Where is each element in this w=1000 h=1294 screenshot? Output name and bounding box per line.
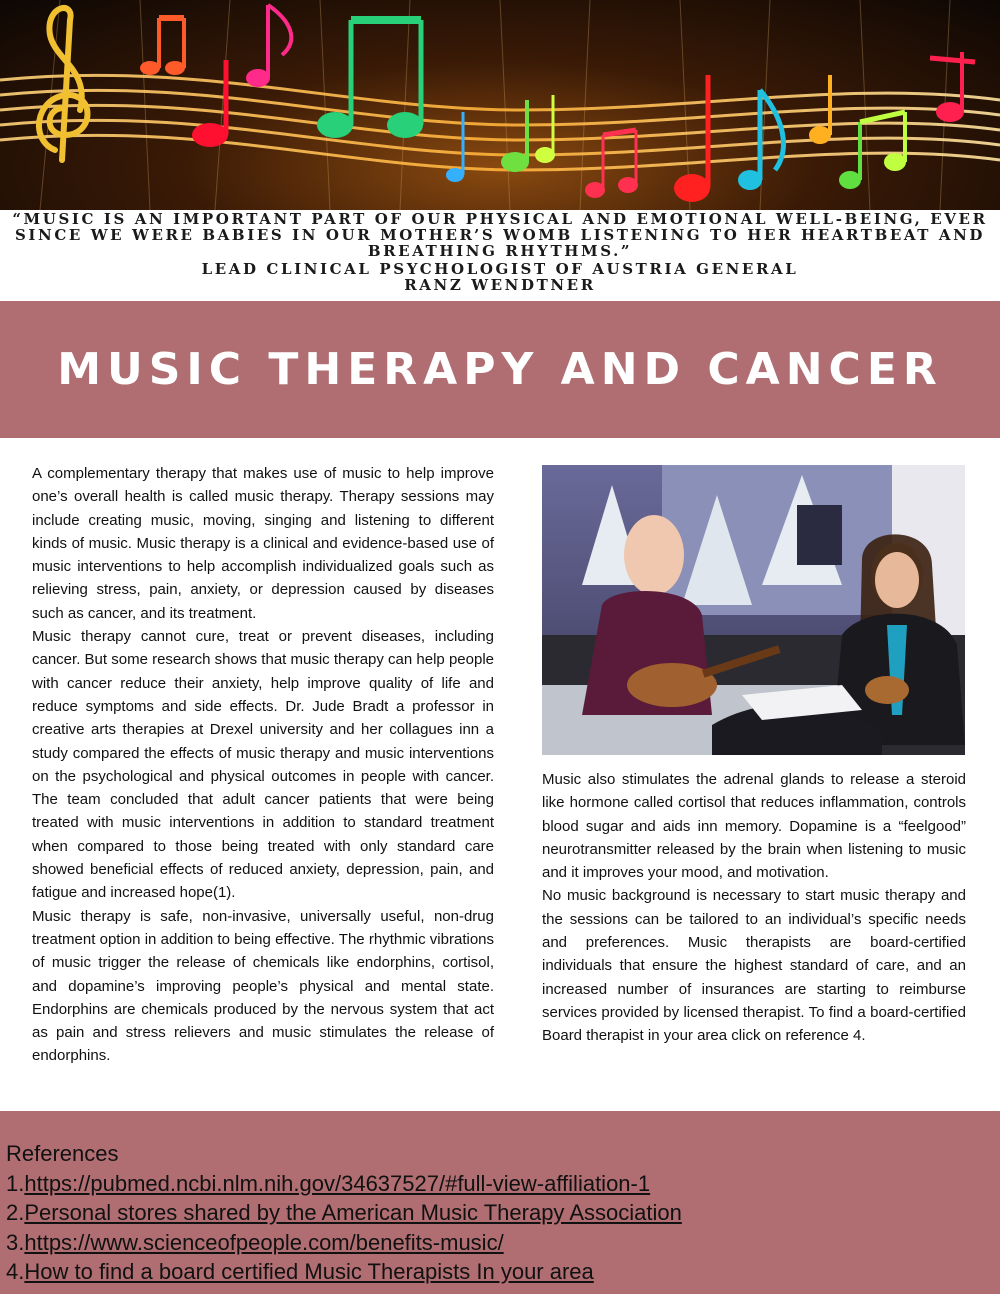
reference-link[interactable]: How to find a board certified Music Therapists In your area (24, 1259, 594, 1284)
reference-item (6, 1198, 1000, 1228)
paragraph: Music also stimulates the adrenal glands to release a steroid like hormone called cortisol that reduces inflammation, controls blood sugar and aids inn memory. Dopamine is a “feelgood” neurotransmitter released by the brain when listening to music and it improves your mood, and motivation. (542, 771, 966, 882)
quote-attribution-role: LEAD CLINICAL PSYCHOLOGIST OF AUSTRIA GENERAL (201, 260, 799, 278)
right-column (542, 768, 966, 1048)
paragraph: A complementary therapy that makes use of music to help improve one’s overall health is called music therapy. Therapy sessions may include creating music, moving, singing and listening to different kinds of music. Music therapy is a clinical and evidence-based use of music interventions to help accomplish individualized goals such as relieving stress, pain, anxiety, or depression caused by diseases such as cancer, and its treatment. (32, 465, 494, 622)
reference-item (6, 1228, 1000, 1258)
quote-block (10, 211, 990, 293)
left-column (32, 462, 494, 1068)
reference-item (6, 1169, 1000, 1199)
reference-link[interactable]: https://pubmed.ncbi.nlm.nih.gov/34637527/#full-view-affiliation-1 (24, 1170, 651, 1196)
references-section (0, 1111, 1000, 1294)
reference-link[interactable]: https://www.scienceofpeople.com/benefits-music/ (24, 1229, 504, 1255)
quote-attribution-name: RANZ WENDTNER (404, 276, 596, 294)
reference-number: 4. (6, 1259, 25, 1284)
photo-icon (542, 465, 965, 755)
title-band (0, 301, 1000, 438)
page-title: MUSIC THERAPY AND CANCER (57, 344, 943, 395)
paragraph: Music therapy cannot cure, treat or prevent diseases, including cancer. But some research shows that music therapy can help people with cancer reduce their anxiety, help improve quality of life and reduce symptoms and side effects. Dr. Jude Bradt a professor in creative arts therapies at Drexel university and her collagues inn a study compared the effects of music therapy and music interventions on the psychological and physical outcomes in people with cancer. The team concluded that adult cancer patients that were being treated with music interventions in addition to standard treatment when compared to those being treated with only standard care showed beneficial effects of reduced anxiety, depression, pain, and fatigue and increased hope(1). (32, 628, 494, 902)
paragraph: Music therapy is safe, non-invasive, universally useful, non-drug treatment option in addition to being effective. The rhythmic vibrations of music trigger the release of chemicals like endorphins, cortisol, and dopamine’s improving people’s physical and mental state. Endorphins are chemicals produced by the nervous system that act as pain and stress relievers and music stimulates the release of endorphins. (32, 907, 494, 1065)
music-notes-icon (0, 0, 1000, 210)
reference-number: 2. (6, 1200, 25, 1225)
quote-text: “MUSIC IS AN IMPORTANT PART OF OUR PHYSICAL AND EMOTIONAL WELL-BEING, EVER SINCE WE WERE BABIES IN OUR MOTHER’S WOMB LISTENING TO HER HEARTBEAT AND BREATHING RHYTHMS.” (12, 210, 988, 260)
reference-number: 3. (6, 1229, 25, 1255)
references-heading: References (6, 1141, 119, 1166)
reference-number: 1. (6, 1170, 25, 1196)
reference-item (6, 1257, 1000, 1287)
banner-image (0, 0, 1000, 210)
therapy-photo (542, 465, 965, 755)
reference-link[interactable]: Personal stores shared by the American Music Therapy Association (24, 1200, 682, 1225)
paragraph: No music background is necessary to start music therapy and the sessions can be tailored to an individual’s specific needs and preferences. Music therapists are board-certified individuals that ensure the highest standard of care, and an increased number of insurances are starting to reimburse services provided by licensed therapist. To find a board-certified Board therapist in your area click on reference 4. (542, 887, 966, 1045)
